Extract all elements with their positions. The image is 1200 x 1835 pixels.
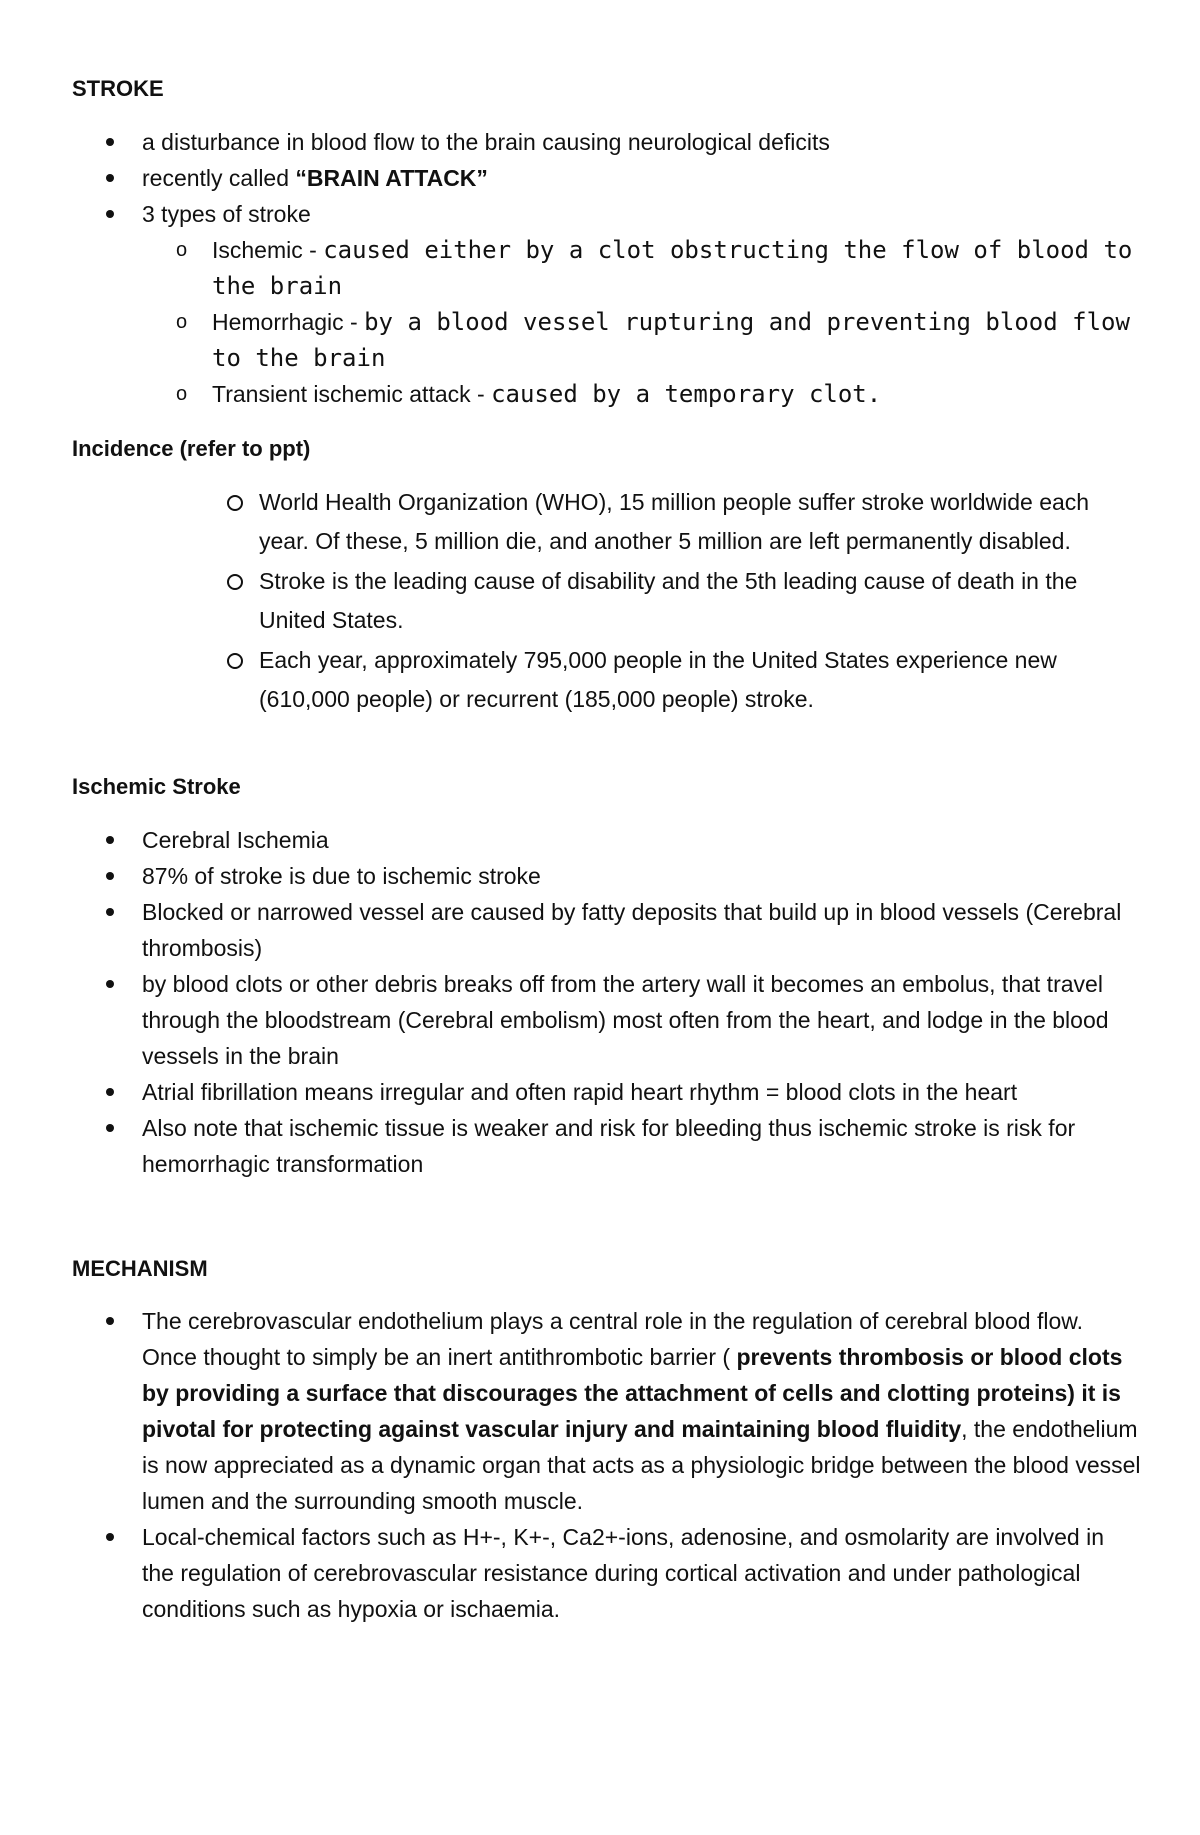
incidence-list <box>225 483 1130 720</box>
stroke-types-list <box>176 232 1136 412</box>
stroke-heading: STROKE <box>72 76 164 101</box>
ischemic-stroke-list <box>72 822 1142 1182</box>
list-item: Also note that ischemic tissue is weaker and risk for bleeding thus ischemic stroke is risk for hemorrhagic transformation <box>72 1110 1142 1182</box>
stroke-type-desc: by a blood vessel rupturing and preventing blood flow to the brain <box>212 308 1130 372</box>
list-item <box>72 1303 1142 1519</box>
list-item <box>176 304 1136 376</box>
list-item-text: recently called <box>142 165 296 191</box>
list-item <box>176 376 1136 412</box>
ischemic-stroke-heading: Ischemic Stroke <box>72 774 241 799</box>
list-item <box>176 232 1136 304</box>
stroke-bullet-list <box>72 124 1142 232</box>
incidence-heading: Incidence (refer to ppt) <box>72 436 311 461</box>
list-item: 3 types of stroke <box>72 196 1142 232</box>
list-item <box>72 160 1142 196</box>
stroke-type-desc: caused either by a clot obstructing the flow of blood to the brain <box>212 236 1133 300</box>
list-item-text: , the endothelium is now appreciated as a dynamic organ that acts as a physiologic bridge between the blood vessel lumen and the surrounding smooth muscle. <box>142 1416 1141 1514</box>
list-item: Stroke is the leading cause of disability and the 5th leading cause of death in the United States. <box>225 562 1130 640</box>
list-item: Each year, approximately 795,000 people in the United States experience new (610,000 people) or recurrent (185,000 people) stroke. <box>225 641 1130 719</box>
list-item: Cerebral Ischemia <box>72 822 1142 858</box>
brain-attack-term: “BRAIN ATTACK” <box>295 165 488 191</box>
endothelium-emphasis: prevents thrombosis or blood clots by providing a surface that discourages the attachment of cells and clotting proteins) it is pivotal for protecting against vascular injury and maintaining blood fluidity <box>142 1344 1123 1442</box>
stroke-type-desc: caused by a temporary clot. <box>491 380 882 408</box>
list-item: Local-chemical factors such as H+-, K+-, Ca2+-ions, adenosine, and osmolarity are involved in the regulation of cerebrovascular resistance during cortical activation and under pathological conditions such as hypoxia or ischaemia. <box>72 1519 1142 1627</box>
list-item: Atrial fibrillation means irregular and often rapid heart rhythm = blood clots in the heart <box>72 1074 1142 1110</box>
list-item: by blood clots or other debris breaks off from the artery wall it becomes an embolus, that travel through the bloodstream (Cerebral embolism) most often from the heart, and lodge in the blood vessels in the brain <box>72 966 1142 1074</box>
mechanism-heading: MECHANISM <box>72 1256 208 1281</box>
list-item-text: The cerebrovascular endothelium plays a central role in the regulation of cerebral blood flow. Once thought to simply be an inert antithrombotic barrier ( <box>142 1308 1083 1370</box>
stroke-type-name: Transient ischemic attack - <box>212 381 492 407</box>
list-item: World Health Organization (WHO), 15 million people suffer stroke worldwide each year. Of these, 5 million die, and another 5 million are left permanently disabled. <box>225 483 1130 561</box>
list-item: Blocked or narrowed vessel are caused by fatty deposits that build up in blood vessels (Cerebral thrombosis) <box>72 894 1142 966</box>
mechanism-list <box>72 1303 1142 1627</box>
stroke-type-name: Ischemic - <box>212 237 324 263</box>
list-item: 87% of stroke is due to ischemic stroke <box>72 858 1142 894</box>
list-item: a disturbance in blood flow to the brain causing neurological deficits <box>72 124 1142 160</box>
stroke-type-name: Hemorrhagic - <box>212 309 365 335</box>
